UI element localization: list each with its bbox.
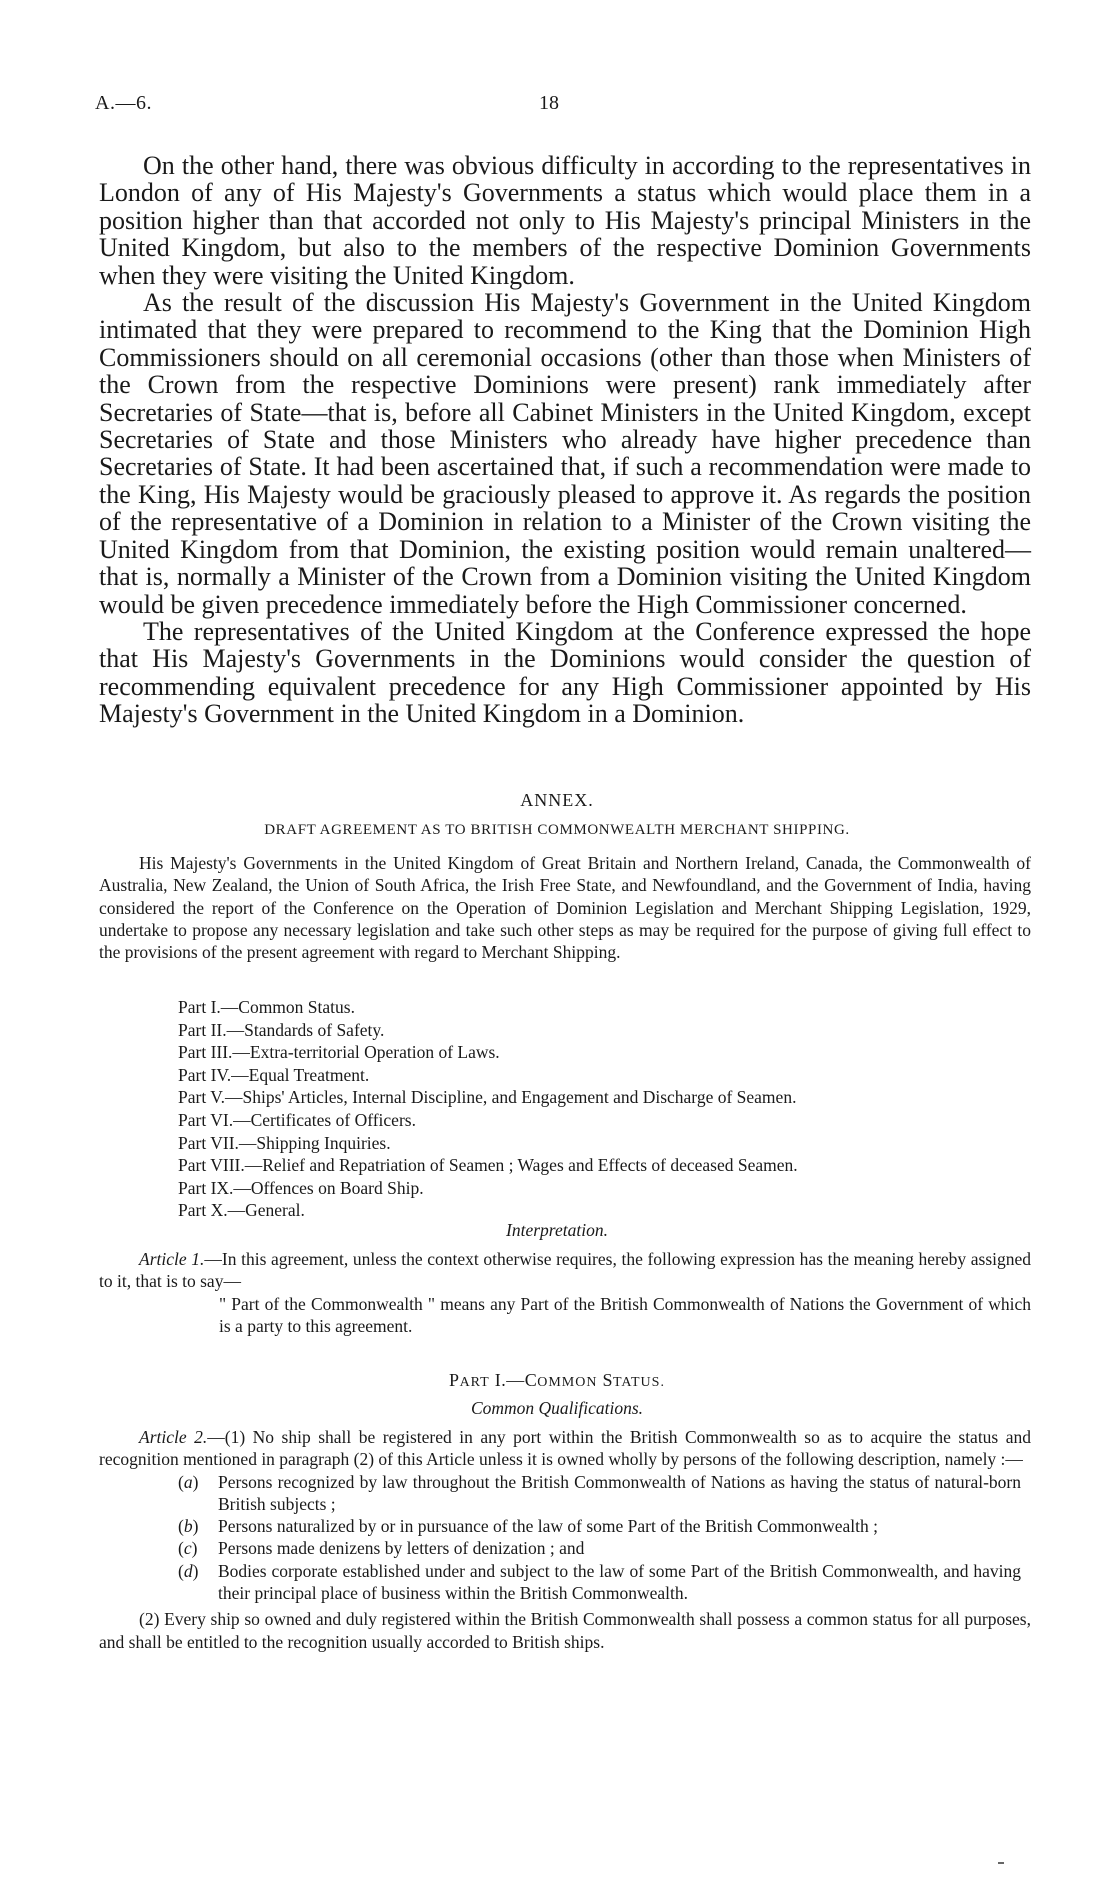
part-1-heading-numeral: I.—: [489, 1370, 525, 1390]
part-item: Part IX.—Offences on Board Ship.: [178, 1177, 424, 1198]
list-item: [99, 1515, 1031, 1537]
list-item: [99, 1560, 1031, 1605]
intro-paragraph: His Majesty's Governments in the United Kingdom of Great Britain and Northern Ireland, Canada, the Commonwealth of Australia, New Zealand, the Union of South Africa, the Irish Free State, and Newfoundland, and the Government of India, having considered the report of the Conference on the Operation of Dominion Legislation and Merchant Shipping Legislation, 1929, undertake to propose any necessary legislation and take such other steps as may be required for the purpose of giving full effect to the provisions of the present agreement with regard to Merchant Shipping.: [99, 853, 1031, 963]
interpretation-heading: Interpretation.: [506, 1220, 608, 1240]
paragraph: As the result of the discussion His Majesty's Government in the United Kingdom intimated that they were prepared to recommend to the King that the Dominion High Commissioners should on all ceremonial occasions (other than those when Ministers of the Crown from the respective Dominions were present) rank immediately after Secretaries of State—that is, before all Cabinet Ministers in the United Kingdom, except Secretaries of State and those Ministers who already have higher precedence than Secretaries of State. It had been ascertained that, if such a recommendation were made to the King, His Majesty would be graciously pleased to approve it. As regards the position of the representative of a Dominion in relation to a Minister of the Crown visiting the United Kingdom from that Dominion, the existing position would remain unaltered—that is, normally a Minister of the Crown from a Dominion visiting the United Kingdom would be given precedence immediately before the High Commissioner concerned.: [99, 288, 1031, 619]
part-item: Part IV.—Equal Treatment.: [178, 1064, 370, 1085]
part-item: Part V.—Ships' Articles, Internal Discipline, and Engagement and Discharge of Seamen.: [178, 1087, 797, 1108]
part-item: Part X.—General.: [178, 1200, 305, 1221]
part-1-heading-p: P: [449, 1370, 460, 1390]
article-1-text: [99, 1248, 1031, 1293]
part-item: Part VIII.—Relief and Repatriation of Seamen ; Wages and Effects of deceased Seamen.: [178, 1155, 798, 1176]
page-number: 18: [539, 92, 559, 114]
item-label: (c): [178, 1538, 198, 1559]
list-item: [99, 1537, 1031, 1559]
part-1-heading: [0, 1370, 1114, 1391]
part-item: Part VII.—Shipping Inquiries.: [178, 1132, 391, 1153]
article-2-label: Article 2.: [139, 1427, 208, 1447]
part-1-heading-art: ART: [459, 1375, 490, 1390]
qualification-list: [99, 1471, 1031, 1605]
article-2: [99, 1426, 1031, 1653]
paragraph: The representatives of the United Kingdom at the Conference expressed the hope that His Majesty's Governments in the Dominions would consider the question of recommending equivalent precedence for any High Commissioner appointed by His Majesty's Government in the United Kingdom in a Dominion.: [99, 616, 1031, 729]
article-2-text: [99, 1426, 1031, 1471]
article-1: [99, 1248, 1031, 1337]
item-label: (b): [178, 1516, 199, 1537]
part-1-heading-ommon: OMMON: [537, 1375, 598, 1390]
article-1-body: —In this agreement, unless the context otherwise requires, the following expression has the meaning hereby assigned to it, that is to say—: [99, 1249, 1032, 1292]
document-reference: A.—6.: [95, 92, 152, 114]
annex-title: ANNEX.: [520, 790, 594, 810]
item-label: (d): [178, 1560, 199, 1581]
common-qualifications-heading: Common Qualifications.: [470, 1398, 644, 1418]
draft-agreement-title: DRAFT AGREEMENT AS TO BRITISH COMMONWEALTH MERCHANT SHIPPING.: [264, 822, 850, 838]
article-1-label: Article 1.: [139, 1249, 205, 1269]
part-item: Part III.—Extra-territorial Operation of Laws.: [178, 1042, 500, 1063]
part-item: Part VI.—Certificates of Officers.: [178, 1109, 416, 1130]
part-item: Part II.—Standards of Safety.: [178, 1019, 385, 1040]
main-text: [99, 152, 1031, 728]
article-1-definition: " Part of the Commonwealth " means any Part of the British Commonwealth of Nations the Government of which is a party to this agreement.: [219, 1293, 1031, 1336]
part-1-heading-s: S: [597, 1370, 613, 1390]
scan-mark: [998, 1862, 1004, 1864]
article-2-body: —(1) No ship shall be registered in any port within the British Commonwealth so as to acquire the status and recognition mentioned in paragraph (2) of this Article unless it is owned wholly by persons of the following description, namely :—: [99, 1427, 1032, 1470]
part-1-heading-c: C: [524, 1370, 538, 1390]
article-2-paragraph-2: (2) Every ship so owned and duly registered within the British Commonwealth shall possess a common status for all purposes, and shall be entitled to the recognition usually accorded to British ships.: [99, 1609, 1031, 1652]
part-item: Part I.—Common Status.: [178, 997, 355, 1017]
paragraph: On the other hand, there was obvious difficulty in according to the representatives in London of any of His Majesty's Governments a status which would place them in a position higher than that accorded not only to His Majesty's principal Ministers in the United Kingdom, but also to the members of the respective Dominion Governments when they were visiting the United Kingdom.: [99, 151, 1031, 290]
item-text: Bodies corporate established under and subject to the law of some Part of the British Commonwealth, and having their principal place of business within the British Commonwealth.: [218, 1560, 1021, 1604]
item-text: Persons made denizens by letters of denization ; and: [218, 1538, 585, 1559]
part-1-heading-tatus: TATUS.: [613, 1375, 665, 1390]
annex-intro: [99, 852, 1031, 963]
item-label: (a): [178, 1471, 199, 1492]
item-text: Persons recognized by law throughout the British Commonwealth of Nations as having the status of natural-born British subjects ;: [218, 1471, 1021, 1514]
item-text: Persons naturalized by or in pursuance of the law of some Part of the British Commonwealth ;: [218, 1516, 879, 1537]
parts-list: [178, 996, 1038, 1222]
list-item: [99, 1471, 1031, 1516]
